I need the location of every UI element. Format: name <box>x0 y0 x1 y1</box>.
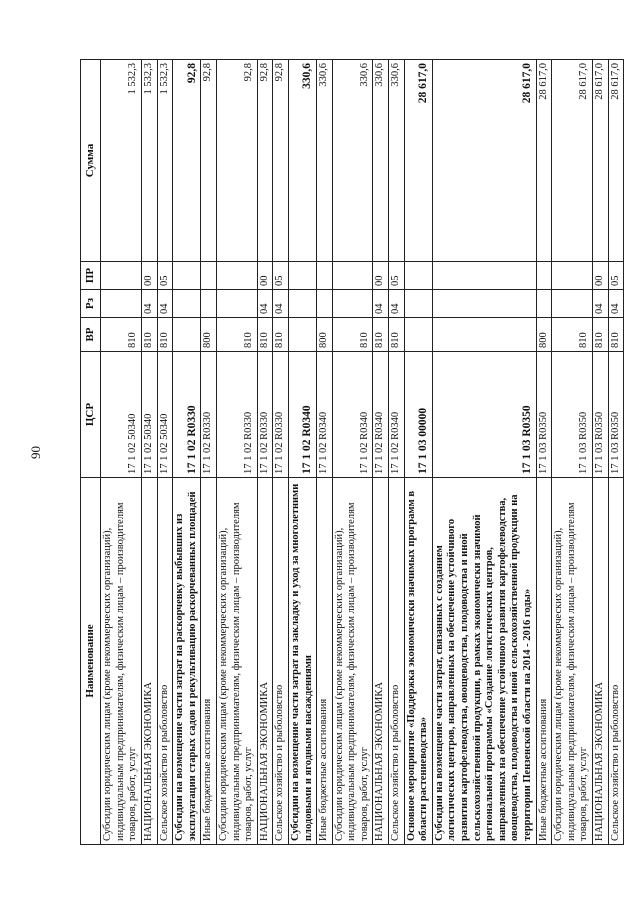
cell-rz <box>317 290 333 318</box>
cell-rz <box>404 290 432 318</box>
cell-rz: 04 <box>257 290 273 318</box>
cell-vr <box>288 318 316 352</box>
cell-vr: 810 <box>141 318 157 352</box>
cell-pr: 05 <box>389 262 405 290</box>
cell-csr: 17 1 02 R0330 <box>257 352 273 478</box>
cell-sum: 330,6 <box>332 60 373 262</box>
table-row <box>273 60 289 845</box>
cell-csr: 17 1 02 50340 <box>157 352 173 478</box>
table-row <box>608 60 624 845</box>
cell-sum: 28 617,0 <box>432 60 536 262</box>
table-row <box>157 60 173 845</box>
cell-pr: 05 <box>157 262 173 290</box>
cell-name: Субсидии юридическим лицам (кроме некоммерческих организаций), индивидуальным предпринимателям, физическим лицам – производителям товаров, работ, услуг <box>552 478 593 845</box>
cell-sum: 92,8 <box>273 60 289 262</box>
cell-pr <box>432 262 536 290</box>
cell-name: Иные бюджетные ассигнования <box>536 478 552 845</box>
cell-rz <box>201 290 217 318</box>
cell-rz <box>536 290 552 318</box>
table-row <box>432 60 536 845</box>
cell-csr: 17 1 02 50340 <box>141 352 157 478</box>
cell-rz: 04 <box>141 290 157 318</box>
cell-csr: 17 1 03 R0350 <box>592 352 608 478</box>
cell-vr <box>432 318 536 352</box>
cell-sum: 28 617,0 <box>536 60 552 262</box>
header-name: Наименование <box>81 478 101 845</box>
table-row <box>332 60 373 845</box>
cell-rz <box>173 290 201 318</box>
cell-sum: 28 617,0 <box>552 60 593 262</box>
cell-csr: 17 1 02 R0330 <box>216 352 257 478</box>
cell-rz: 04 <box>373 290 389 318</box>
cell-rz: 04 <box>389 290 405 318</box>
cell-vr <box>404 318 432 352</box>
cell-vr: 800 <box>317 318 333 352</box>
cell-sum: 1 532,3 <box>141 60 157 262</box>
cell-vr: 810 <box>332 318 373 352</box>
cell-sum: 28 617,0 <box>404 60 432 262</box>
cell-name: Субсидии на возмещение части затрат, связанных с созданием логистических центров, направленных на обеспечение устойчивого развития картофелеводства, овощеводства, плодоводства и иной сельскохозяйственной продукции, в рамках экономически значимой региональной программы «Создание логистических центров, направленных на обеспечение устойчивого развития картофелеводства, овощеводства, плодоводства и иной сельскохозяйственной продукции на территории Пензенской области на 2014 - 2016 годы» <box>432 478 536 845</box>
cell-csr: 17 1 02 50340 <box>101 352 142 478</box>
cell-pr: 00 <box>257 262 273 290</box>
cell-csr: 17 1 02 R0340 <box>288 352 316 478</box>
cell-vr: 810 <box>592 318 608 352</box>
cell-vr: 810 <box>373 318 389 352</box>
cell-sum: 92,8 <box>257 60 273 262</box>
cell-pr <box>288 262 316 290</box>
cell-csr: 17 1 03 R0350 <box>552 352 593 478</box>
cell-rz <box>552 290 593 318</box>
cell-rz <box>288 290 316 318</box>
cell-pr <box>173 262 201 290</box>
header-sum: Сумма <box>81 60 101 262</box>
cell-pr <box>317 262 333 290</box>
table-row <box>288 60 316 845</box>
cell-sum: 1 532,3 <box>101 60 142 262</box>
cell-pr <box>101 262 142 290</box>
cell-name: Субсидии на возмещение части затрат на закладку и уход за многолетними плодовыми и ягодными насаждениями <box>288 478 316 845</box>
cell-csr: 17 1 03 R0350 <box>432 352 536 478</box>
cell-csr: 17 1 02 R0330 <box>201 352 217 478</box>
cell-csr: 17 1 02 R0340 <box>373 352 389 478</box>
cell-pr: 00 <box>141 262 157 290</box>
cell-rz <box>216 290 257 318</box>
cell-name: Субсидии на возмещение части затрат на раскорчевку выбывших из эксплуатации старых садов и рекультивацию раскорчеванных площадей <box>173 478 201 845</box>
table-row <box>536 60 552 845</box>
page-number: 90 <box>28 446 43 459</box>
table-row <box>257 60 273 845</box>
cell-csr: 17 1 03 R0350 <box>536 352 552 478</box>
cell-rz: 04 <box>157 290 173 318</box>
cell-name: Иные бюджетные ассигнования <box>201 478 217 845</box>
cell-name: Сельское хозяйство и рыболовство <box>608 478 624 845</box>
header-vr: ВР <box>81 318 101 352</box>
table-row <box>216 60 257 845</box>
cell-vr: 810 <box>552 318 593 352</box>
cell-sum: 28 617,0 <box>608 60 624 262</box>
table-header-row <box>81 60 101 845</box>
cell-name: Сельское хозяйство и рыболовство <box>389 478 405 845</box>
cell-name: Основное мероприятие «Поддержка экономически значимых программ в области растениеводства» <box>404 478 432 845</box>
cell-pr <box>332 262 373 290</box>
cell-sum: 330,6 <box>373 60 389 262</box>
cell-name: Сельское хозяйство и рыболовство <box>273 478 289 845</box>
table-row <box>141 60 157 845</box>
cell-rz <box>332 290 373 318</box>
cell-sum: 92,8 <box>201 60 217 262</box>
cell-vr <box>173 318 201 352</box>
cell-vr: 810 <box>257 318 273 352</box>
cell-sum: 1 532,3 <box>157 60 173 262</box>
cell-csr: 17 1 02 R0340 <box>317 352 333 478</box>
cell-vr: 810 <box>216 318 257 352</box>
cell-rz: 04 <box>273 290 289 318</box>
table-row <box>201 60 217 845</box>
cell-pr: 00 <box>592 262 608 290</box>
cell-pr <box>201 262 217 290</box>
cell-rz: 04 <box>592 290 608 318</box>
cell-rz: 04 <box>608 290 624 318</box>
cell-csr: 17 1 02 R0340 <box>389 352 405 478</box>
cell-name: НАЦИОНАЛЬНАЯ ЭКОНОМИКА <box>257 478 273 845</box>
cell-sum: 92,8 <box>216 60 257 262</box>
table-row <box>101 60 142 845</box>
table-row <box>404 60 432 845</box>
cell-csr: 17 1 03 00000 <box>404 352 432 478</box>
cell-csr: 17 1 03 R0350 <box>608 352 624 478</box>
cell-pr: 05 <box>608 262 624 290</box>
cell-name: Субсидии юридическим лицам (кроме некоммерческих организаций), индивидуальным предпринимателям, физическим лицам – производителям товаров, работ, услуг <box>101 478 142 845</box>
table-row <box>317 60 333 845</box>
cell-vr: 810 <box>157 318 173 352</box>
cell-vr: 800 <box>536 318 552 352</box>
cell-pr <box>552 262 593 290</box>
cell-pr <box>404 262 432 290</box>
table-row <box>373 60 389 845</box>
cell-name: Субсидии юридическим лицам (кроме некоммерческих организаций), индивидуальным предпринимателям, физическим лицам – производителям товаров, работ, услуг <box>332 478 373 845</box>
cell-csr: 17 1 02 R0340 <box>332 352 373 478</box>
cell-vr: 810 <box>101 318 142 352</box>
header-rz: Рз <box>81 290 101 318</box>
cell-rz <box>101 290 142 318</box>
cell-name: НАЦИОНАЛЬНАЯ ЭКОНОМИКА <box>592 478 608 845</box>
cell-pr: 00 <box>373 262 389 290</box>
cell-csr: 17 1 02 R0330 <box>173 352 201 478</box>
cell-sum: 28 617,0 <box>592 60 608 262</box>
table-row <box>173 60 201 845</box>
cell-name: НАЦИОНАЛЬНАЯ ЭКОНОМИКА <box>373 478 389 845</box>
cell-csr: 17 1 02 R0330 <box>273 352 289 478</box>
cell-rz <box>432 290 536 318</box>
cell-sum: 330,6 <box>317 60 333 262</box>
table-body <box>101 60 624 845</box>
header-csr: ЦСР <box>81 352 101 478</box>
cell-pr <box>536 262 552 290</box>
cell-name: НАЦИОНАЛЬНАЯ ЭКОНОМИКА <box>141 478 157 845</box>
cell-vr: 810 <box>608 318 624 352</box>
cell-vr: 810 <box>273 318 289 352</box>
cell-sum: 92,8 <box>173 60 201 262</box>
table-row <box>592 60 608 845</box>
cell-name: Сельское хозяйство и рыболовство <box>157 478 173 845</box>
table-row <box>389 60 405 845</box>
budget-table <box>80 59 624 845</box>
cell-name: Иные бюджетные ассигнования <box>317 478 333 845</box>
table-row <box>552 60 593 845</box>
cell-pr <box>216 262 257 290</box>
header-pr: ПР <box>81 262 101 290</box>
cell-name: Субсидии юридическим лицам (кроме некоммерческих организаций), индивидуальным предпринимателям, физическим лицам – производителям товаров, работ, услуг <box>216 478 257 845</box>
cell-pr: 05 <box>273 262 289 290</box>
cell-vr: 810 <box>389 318 405 352</box>
cell-sum: 330,6 <box>288 60 316 262</box>
cell-vr: 800 <box>201 318 217 352</box>
cell-sum: 330,6 <box>389 60 405 262</box>
